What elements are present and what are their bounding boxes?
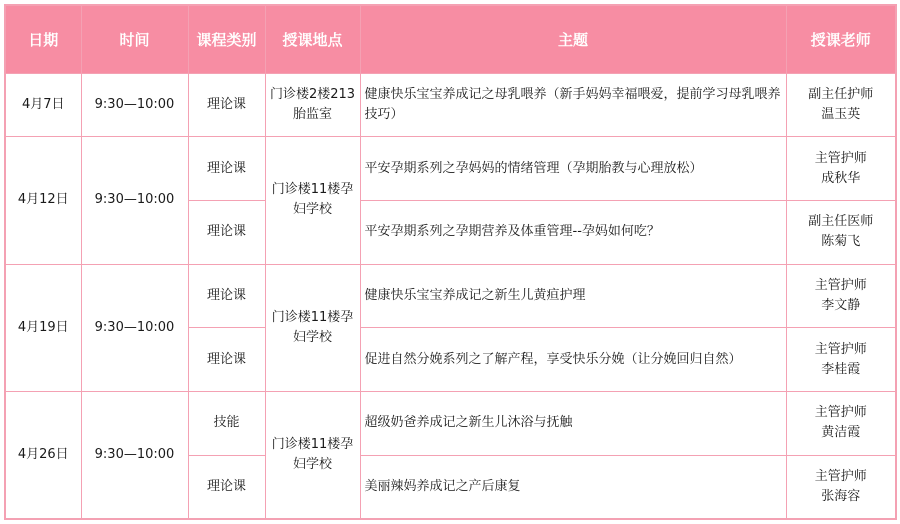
teacher-name: 成秋华 <box>821 170 861 186</box>
teacher-cell <box>786 73 896 137</box>
teacher-cell <box>786 455 896 519</box>
date-cell: 4月19日 <box>5 264 81 391</box>
teacher-name: 李桂霞 <box>821 361 861 377</box>
category-cell: 理论课 <box>188 328 265 392</box>
teacher-name: 黄洁霞 <box>821 425 861 441</box>
time-cell: 9:30—10:00 <box>81 73 188 137</box>
date-cell: 4月7日 <box>5 73 81 137</box>
table-row <box>5 137 896 201</box>
topic-cell: 平安孕期系列之孕妈妈的情绪管理（孕期胎教与心理放松） <box>360 137 786 201</box>
table-header-row <box>5 5 896 73</box>
category-cell: 理论课 <box>188 200 265 264</box>
teacher-title: 副主任护师 <box>808 86 874 102</box>
category-cell: 理论课 <box>188 455 265 519</box>
time-cell: 9:30—10:00 <box>81 392 188 519</box>
time-cell: 9:30—10:00 <box>81 264 188 391</box>
header-location: 授课地点 <box>265 5 360 73</box>
teacher-cell <box>786 137 896 201</box>
teacher-cell <box>786 392 896 456</box>
table-row <box>5 73 896 137</box>
teacher-title: 副主任医师 <box>808 214 874 230</box>
topic-cell: 健康快乐宝宝养成记之母乳喂养（新手妈妈幸福喂爱，提前学习母乳喂养技巧） <box>360 73 786 137</box>
teacher-title: 主管护师 <box>814 150 867 166</box>
teacher-title: 主管护师 <box>814 277 867 293</box>
time-cell: 9:30—10:00 <box>81 137 188 264</box>
teacher-title: 主管护师 <box>814 468 867 484</box>
location-cell: 门诊楼11楼孕妇学校 <box>265 137 360 264</box>
category-cell: 技能 <box>188 392 265 456</box>
header-date: 日期 <box>5 5 81 73</box>
date-cell: 4月26日 <box>5 392 81 519</box>
location-cell: 门诊楼11楼孕妇学校 <box>265 392 360 519</box>
category-cell: 理论课 <box>188 137 265 201</box>
teacher-name: 温玉英 <box>821 106 861 122</box>
location-cell: 门诊楼2楼213胎监室 <box>265 73 360 137</box>
teacher-title: 主管护师 <box>814 405 867 421</box>
teacher-cell <box>786 200 896 264</box>
header-time: 时间 <box>81 5 188 73</box>
header-category: 课程类别 <box>188 5 265 73</box>
header-topic: 主题 <box>360 5 786 73</box>
table-row <box>5 392 896 456</box>
topic-cell: 健康快乐宝宝养成记之新生儿黄疸护理 <box>360 264 786 328</box>
category-cell: 理论课 <box>188 73 265 137</box>
teacher-cell <box>786 328 896 392</box>
teacher-cell <box>786 264 896 328</box>
header-teacher: 授课老师 <box>786 5 896 73</box>
topic-cell: 超级奶爸养成记之新生儿沐浴与抚触 <box>360 392 786 456</box>
date-cell: 4月12日 <box>5 137 81 264</box>
teacher-title: 主管护师 <box>814 341 867 357</box>
teacher-name: 李文静 <box>821 297 861 313</box>
topic-cell: 美丽辣妈养成记之产后康复 <box>360 455 786 519</box>
topic-cell: 平安孕期系列之孕期营养及体重管理--孕妈如何吃？ <box>360 200 786 264</box>
topic-cell: 促进自然分娩系列之了解产程，享受快乐分娩（让分娩回归自然） <box>360 328 786 392</box>
location-cell: 门诊楼11楼孕妇学校 <box>265 264 360 391</box>
teacher-name: 陈菊飞 <box>821 234 861 250</box>
table-row <box>5 264 896 328</box>
course-schedule-table <box>4 4 897 520</box>
teacher-name: 张海容 <box>821 488 861 504</box>
category-cell: 理论课 <box>188 264 265 328</box>
